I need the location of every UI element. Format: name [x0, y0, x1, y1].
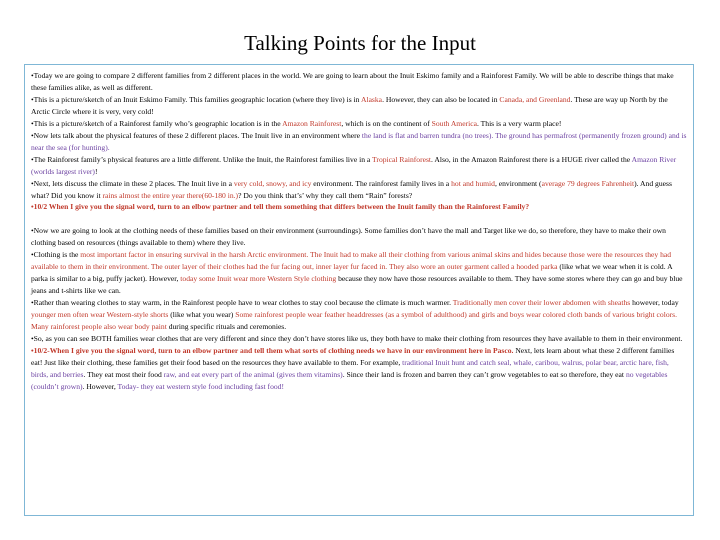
paragraph-clothing-intro [31, 225, 687, 249]
prompt-bold: •10/2 When I give you the signal word, turn to an elbow partner and tell them something that differs between the Inuit family than the Rainforest Family? [31, 202, 530, 212]
text-run: environment. The rainforest family lives in a [311, 178, 452, 188]
highlight-red: Some rainforest people wear feather headdresses (as a symbol of adulthood) and girls and boys wear colored cloth bands of various bright colors. Many rainforest people also wear body paint [31, 310, 678, 332]
paragraph-intro [31, 70, 687, 94]
highlight-purple: no vegetables (couldn’t grown) [31, 369, 668, 391]
text-run: •Now we are going to look at the clothing needs of these families based on their environment (surroundings). Some families don’t have the mall and Target like we do, so therefore, they have to make their own clothing based on resources (things available to them) where they live. [31, 226, 666, 248]
text-run: ? Do you think that’s’ why they call them “Rain” forests? [238, 190, 413, 200]
text-run: . Since their land is frozen and barren they can’t grow vegetables to eat so therefore, they eat [342, 369, 626, 379]
text-run: because they now have those resources available to them. They have some stores where they can go and buy blue jeans and t-shirts like we can. [31, 274, 683, 296]
text-run: , which is on the continent of [341, 118, 432, 128]
highlight-red: younger men often wear Western-style shorts [31, 310, 169, 320]
paragraph-rainforest-location [31, 118, 687, 130]
text-run: Next, lets learn about what these 2 different families eat! Just like their clothing, these families get their food based on the resources they have available to them. For example, [31, 345, 675, 367]
text-run: ! [94, 166, 98, 176]
highlight-red: South America [431, 118, 477, 128]
highlight-red: Traditionally men cover their lower abdomen with sheaths [452, 298, 631, 308]
prompt-bold: •10/2-When I give you the signal word, turn to an elbow partner and tell them what sorts of clothing needs we have in our environment here in Pasco. [31, 345, 514, 355]
text-run: •This is a picture/sketch of a Rainforest family who’s geographic location is in the [31, 118, 283, 128]
highlight-red: Tropical Rainforest [372, 154, 432, 164]
paragraph-climate [31, 178, 687, 202]
text-run: •So, as you can see BOTH families wear clothes that are very different and since they don’t have stores like us, they both have to make their clothing from resources they have available to them in their environment. [31, 334, 683, 344]
highlight-red: Canada, and Greenland [499, 94, 571, 104]
paragraph-inuit-location [31, 94, 687, 118]
text-run: , environment ( [494, 178, 542, 188]
highlight-red: today some Inuit wear more Western Style clothing [180, 274, 337, 284]
paragraph-rainforest-clothing [31, 297, 687, 333]
highlight-purple: raw, and eat every part of the animal (gives them vitamins) [163, 369, 343, 379]
text-run: •The Rainforest family’s physical features are a little different. Unlike the Inuit, the Rainforest families live in a [31, 154, 373, 164]
text-run: during specific rituals and ceremonies. [166, 322, 287, 332]
highlight-red: hot and humid [451, 178, 495, 188]
page-title: Talking Points for the Input [244, 31, 476, 55]
text-run: (like what you wear) [168, 310, 236, 320]
text-run: . However, [82, 381, 118, 391]
text-run: •Next, lets discuss the climate in these 2 places. The Inuit live in a [31, 178, 234, 188]
text-run: ). And guess what? Did you know it [31, 178, 672, 200]
paragraph-inuit-clothing [31, 249, 687, 297]
highlight-red: Alaska [360, 94, 383, 104]
highlight-purple: the land is flat and barren tundra (no trees). The ground has permafrost (permanently frozen ground) and is near the sea (for hunting). [31, 130, 687, 152]
talking-points-box [24, 64, 694, 516]
highlight-purple: Amazon River (worlds largest river) [31, 154, 677, 176]
highlight-red: average 79 degrees Fahrenheit [541, 178, 635, 188]
highlight-purple: traditional Inuit hunt and catch seal, whale, caribou, walrus, polar bear, arctic hare, fish, birds, and berries [31, 357, 669, 379]
spacer [31, 213, 687, 225]
highlight-red: very cold, snowy, and icy [233, 178, 312, 188]
text-run: •Now lets talk about the physical features of these 2 different places. The Inuit live in an environment where [31, 130, 362, 140]
text-run: . This is a very warm place! [476, 118, 562, 128]
text-run: (like what we wear when it is cold. A parka is similar to a big, puffy jacket). However, [31, 262, 673, 284]
paragraph-rainforest-features [31, 154, 687, 178]
paragraph-partner-prompt-1 [31, 201, 687, 213]
paragraph-partner-prompt-2-food [31, 345, 687, 393]
text-run: . These are way up North by the Arctic Circle where it is very, very cold! [31, 94, 668, 116]
text-run: . They eat most their food [83, 369, 164, 379]
text-run: •Rather than wearing clothes to stay warm, in the Rainforest people have to wear clothes to stay cool because the climate is much warmer. [31, 298, 453, 308]
text-run: •Clothing is the [31, 250, 81, 260]
highlight-purple: Today- they eat western style food including fast food! [117, 381, 284, 391]
highlight-red: most important factor in ensuring survival in the harsh Arctic environment. The Inuit had to make all their clothing from various animal skins and hides because those were the resources they had available to them in their environment. The outer layer of their clothes had the fur facing out, inner layer fur faced in. They also wore an outer garment called a hooded parka [31, 250, 672, 272]
paragraph-inuit-features [31, 130, 687, 154]
paragraph-clothing-summary [31, 333, 687, 345]
highlight-red: rains almost the entire year there(60-180 in.) [102, 190, 239, 200]
text-run: •Today we are going to compare 2 different families from 2 different places in the world. We are going to learn about the Inuit Eskimo family and a Rainforest Family. We will be able to describe things that make these families alike, as well as different. [31, 71, 674, 92]
text-run: however, today [630, 298, 679, 308]
text-run: . Also, in the Amazon Rainforest there is a HUGE river called the [431, 154, 632, 164]
text-run: •This is a picture/sketch of an Inuit Eskimo Family. This families geographic location (where they live) is in [31, 94, 361, 104]
text-run: . However, they can also be located in [382, 94, 500, 104]
highlight-red: Amazon Rainforest [282, 118, 342, 128]
